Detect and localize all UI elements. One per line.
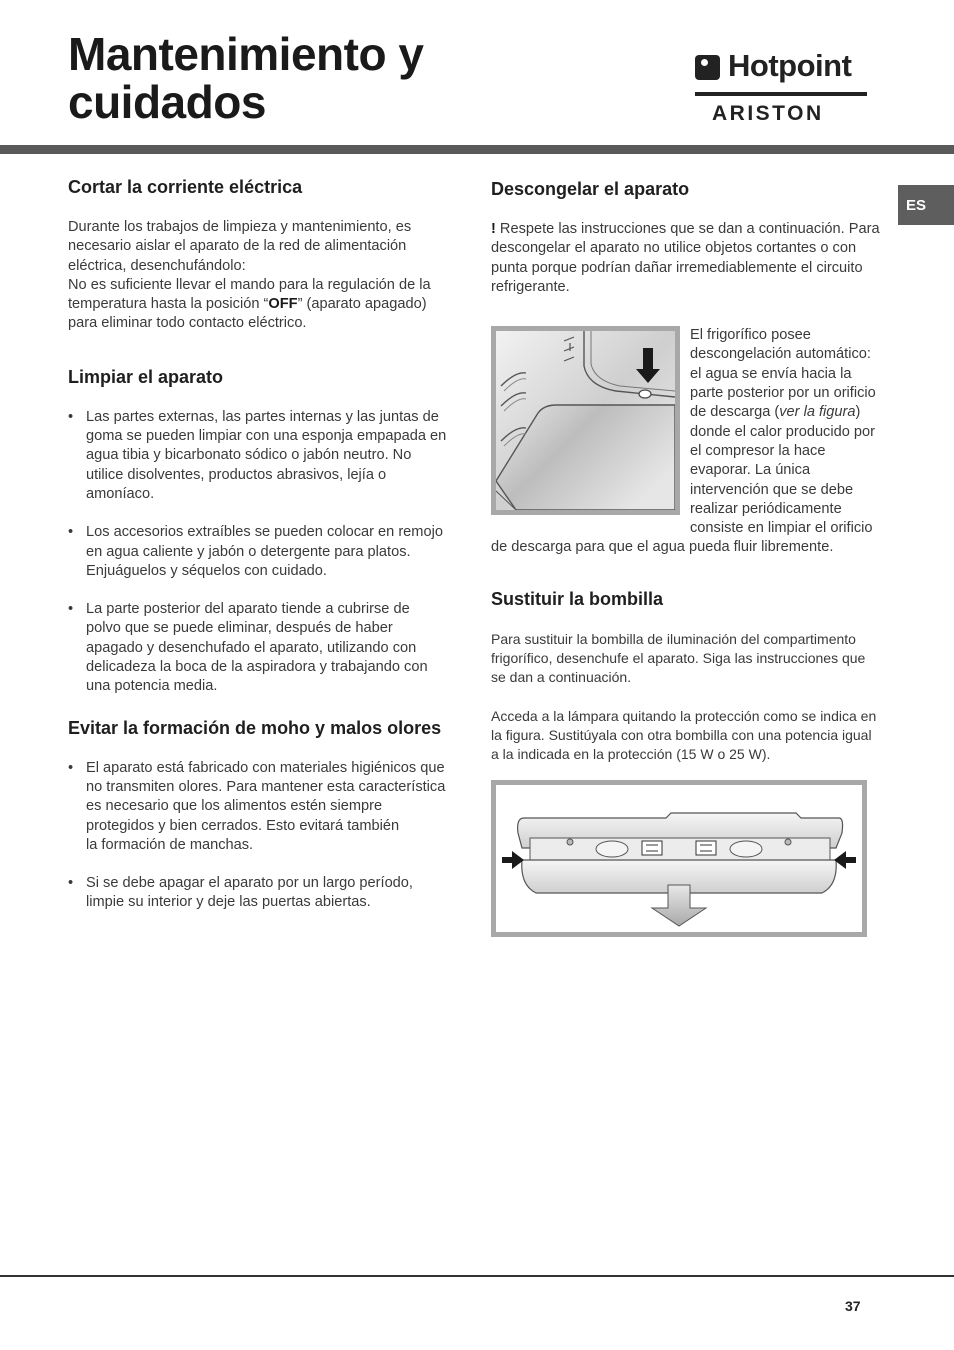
section-title-bulb: Sustituir la bombilla <box>491 588 664 609</box>
header-rule <box>0 145 954 154</box>
bulb-paragraph-2: Acceda a la lámpara quitando la protección como se indica en la figura. Sustitúyala con otra bombilla con una potencia igual a la indicada en la protección (15 W o 25 W). <box>491 707 877 763</box>
power-off-paragraph-2 <box>68 276 448 334</box>
section-mold <box>68 719 448 913</box>
list-item: • Si se debe apagar el aparato por un largo período, limpie su interior y deje las puertas abiertas. <box>68 874 448 913</box>
section-power-off <box>68 178 448 334</box>
defrost-figure-ref: ver la figura <box>779 404 856 421</box>
mold-list <box>68 759 448 913</box>
section-title-defrost: Descongelar el aparato <box>491 179 690 199</box>
list-item: • La parte posterior del aparato tiende a cubrirse de polvo que se puede eliminar, después de haber apagado y desenchufado el aparato, utilizando con delicadeza la boca de la aspiradora y trabajando con una potencia media. <box>68 600 448 696</box>
off-label: OFF <box>268 296 298 313</box>
power-off-paragraph-1: Durante los trabajos de limpieza y mantenimiento, es necesario aislar el aparato de la red de alimentación eléctrica, desenchufándolo: <box>68 219 412 274</box>
defrost-figure <box>491 326 680 515</box>
section-title-mold: Evitar la formación de moho y malos olores <box>68 717 442 738</box>
bulb-paragraph-1: Para sustituir la bombilla de iluminación del compartimento frigorífico, desenchufe el aparato. Siga las instrucciones que se dan a continuación. <box>491 630 866 686</box>
list-item: • Los accesorios extraíbles se pueden colocar en remojo en agua caliente y jabón o detergente para platos. Enjuáguelos y séquelos con cuidado. <box>68 523 448 581</box>
warning-mark: ! <box>491 221 496 237</box>
lamp-cover-illustration <box>496 785 862 932</box>
power-off-text-c: ” (aparato apagado) para eliminar todo contacto eléctrico. <box>68 296 427 332</box>
brand-mark-icon <box>695 55 720 80</box>
list-item <box>68 759 448 855</box>
page-title-line-2: cuidados <box>68 76 266 128</box>
defrost-warning-text: Respete las instrucciones que se dan a continuación. Para descongelar el aparato no utilice objetos cortantes o con punta porque podrían dañar irremediablemente el circuito refrigerante. <box>491 221 880 295</box>
page-number: 37 <box>845 1298 861 1314</box>
section-title-power-off: Cortar la corriente eléctrica <box>68 177 303 197</box>
left-column <box>68 178 448 947</box>
section-bulb <box>491 590 883 937</box>
section-defrost <box>491 180 883 558</box>
cleaning-list <box>68 408 448 697</box>
power-off-text-a: No es suficiente llevar el mando para la regulación de la temperatura hasta la posición “ <box>68 276 431 313</box>
brand-name-ariston: ARISTON <box>712 102 824 125</box>
mold-text-b: la formación de manchas. <box>86 836 254 853</box>
mold-text-a: El aparato está fabricado con materiales higiénicos que no transmiten olores. Para mantener esta característica es necesario que los alimentos estén siempre protegidos y bien cerrados. Esto evitará también <box>86 759 446 834</box>
brand-logo <box>694 48 870 126</box>
page-title <box>68 30 423 126</box>
fridge-interior-illustration <box>496 331 675 510</box>
right-column <box>491 180 883 971</box>
section-cleaning <box>68 368 448 697</box>
brand-divider <box>695 92 867 96</box>
bulb-figure <box>491 780 867 937</box>
language-tab: ES <box>898 185 954 225</box>
defrost-text-b: ) donde el calor producido por el compresor la hace evaporar. La única intervención que se debe realizar periódicamente consiste en limpiar el orificio de descarga para que el agua pueda fluir libremente. <box>491 404 875 556</box>
defrost-text-a: El frigorífico posee descongelación automático: el agua se envía hacia la parte posterior por un orificio de descarga ( <box>690 327 876 421</box>
footer-rule <box>0 1275 954 1277</box>
brand-name-hotpoint: Hotpoint <box>728 48 852 83</box>
list-item: • Las partes externas, las partes internas y las juntas de goma se pueden limpiar con una esponja empapada en agua tibia y bicarbonato sódico o jabón neutro. No utilice disolventes, productos abrasivos, lejía o amoníaco. <box>68 408 448 504</box>
section-title-cleaning: Limpiar el aparato <box>68 366 224 387</box>
page-title-line-1: Mantenimiento y <box>68 28 424 80</box>
defrost-warning <box>491 220 883 297</box>
